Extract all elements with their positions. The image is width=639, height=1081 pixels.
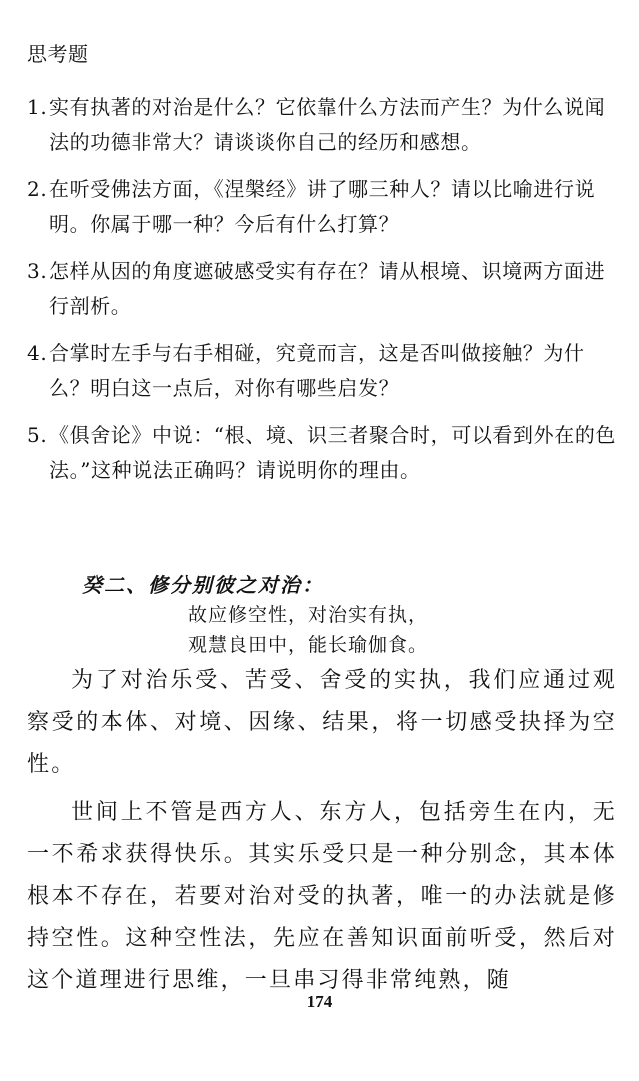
exercise-heading: 思考题: [27, 42, 89, 66]
section-title: 癸二、修分别彼之对治：: [82, 573, 324, 597]
question-list: [27, 90, 617, 500]
question-item: [27, 336, 617, 406]
question-item: [27, 172, 617, 242]
commentary-paragraph: 为了对治乐受、苦受、舍受的实执，我们应通过观察受的本体、对境、因缘、结果，将一切感受抉择为空性。: [27, 668, 617, 777]
question-number: 4.: [27, 341, 48, 365]
page-number: 174: [306, 992, 333, 1011]
question-text: 怎样从因的角度遮破感受实有存在？请从根境、识境两方面进行剖析。: [49, 259, 606, 318]
verse-block: [188, 600, 428, 660]
verse-line: 观慧良田中，能长瑜伽食。: [188, 634, 429, 656]
question-text: 实有执著的对治是什么？它依靠什么方法而产生？为什么说闻法的功德非常大？请谈谈你自己的经历和感想。: [49, 95, 606, 154]
question-text: 合掌时左手与右手相碰，究竟而言，这是否叫做接触？为什么？明白这一点后，对你有哪些启发？: [49, 341, 585, 400]
question-number: 5.: [27, 423, 48, 447]
question-text: 《俱舍论》中说：“根、境、识三者聚合时，可以看到外在的色法。”这种说法正确吗？请说明你的理由。: [49, 423, 617, 482]
question-item: [27, 90, 617, 160]
question-number: 3.: [27, 259, 48, 283]
question-text: 在听受佛法方面，《涅槃经》讲了哪三种人？请以比喻进行说明。你属于哪一种？今后有什么打算？: [49, 177, 596, 236]
commentary-body: [27, 660, 617, 1008]
question-number: 1.: [27, 95, 48, 119]
question-item: [27, 254, 617, 324]
question-item: [27, 418, 617, 488]
verse-line: 故应修空性，对治实有执，: [188, 604, 429, 626]
commentary-paragraph: 世间上不管是西方人、东方人，包括旁生在内，无一不希求获得快乐。其实乐受只是一种分别念，其本体根本不存在，若要对治对受的执著，唯一的办法就是修持空性。这种空性法，先应在善知识面前听受，然后对这个道理进行思维，一旦串习得非常纯熟，随: [27, 800, 617, 993]
question-number: 2.: [27, 177, 48, 201]
